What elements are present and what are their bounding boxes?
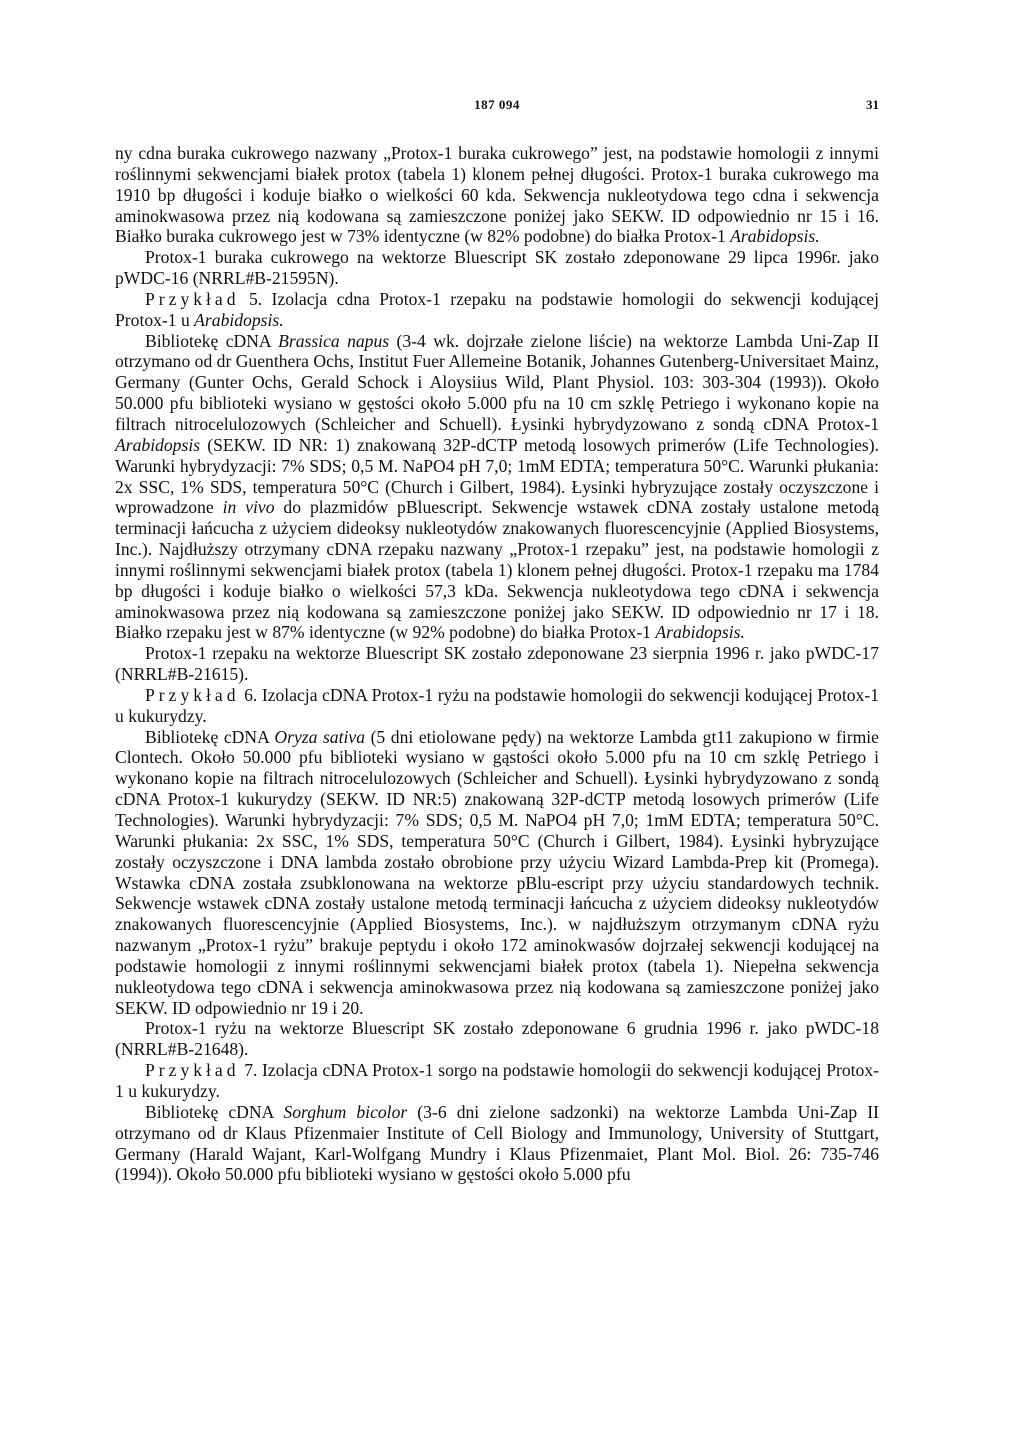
italic-text: Arabidopsis.	[194, 309, 284, 330]
paragraph	[115, 1102, 879, 1185]
paragraph	[115, 143, 879, 247]
example-label: Przykład	[145, 1060, 240, 1081]
text-run: ny cdna buraka cukrowego nazwany „Protox-1 buraka cukrowego” jest, na podstawie homologii z innymi roślinnymi sekwencjami białek protox (tabela 1) klonem pełnej długości. Protox-1 buraka cukrowego ma 1910 bp długości i koduje białko o wielkości 60 kda. Sekwencja nukleotydowa tego cdna i sekwencja aminokwasowa przez nią kodowana są zamieszczone poniżej jako SEKW. ID odpowiednio nr 15 i 16. Białko buraka cukrowego jest w 73% identyczne (w 82% podobne) do białka Protox-1	[115, 143, 879, 247]
italic-text: Arabidopsis	[115, 434, 201, 455]
text-run: Protox-1 rzepaku na wektorze Bluescript SK zostało zdeponowane 23 sierpnia 1996 r. jako pWDC-17 (NRRL#B-21615).	[115, 643, 879, 685]
paragraph	[115, 1018, 879, 1060]
text-run: (5 dni etiolowane pędy) na wektorze Lambda gt11 zakupiono w firmie Clontech. Około 50.000 pfu biblioteki wysiano w gąstości około 5.000 pfu na 10 cm szklę Petriego i wykonano kopie na filtrach nitrocelulozowych (Schleicher and Schuell). Łysinki hybrydyzowano z sondą cDNA Protox-1 kukurydzy (SEKW. ID NR:5) znakowaną 32P-dCTP metodą losowych primerów (Life Technologies). Warunki hybrydyzacji: 7% SDS; 0,5 M. NaPO4 pH 7,0; 1mM EDTA; temperatura 50°C. Warunki płukania: 2x SSC, 1% SDS, temperatura 50°C (Church i Gilbert, 1984). Łysinki hybryzujące zostały oczyszczone i DNA lambda zostało obrobione przy użyciu Wizard Lambda-Prep kit (Promega). Wstawka cDNA została zsubklonowana na wektorze pBlu-escript przy użyciu standardowych technik. Sekwencje wstawek cDNA zostały ustalone metodą terminacji łańcucha z użyciem dideoksy nukleotydów znakowanych fluorescencyjnie (Applied Biosystems, Inc.). w najdłuższym otrzymanym cDNA ryżu nazwanym „Protox-1 ryżu” brakuje peptydu i około 172 aminokwasów dojrzałej sekwencji kodującej na podstawie homologii z innymi roślinnymi sekwencjami białek protox (tabela 1). Niepełna sekwencja nukleotydowa tego cDNA i sekwencja aminokwasowa przez nią kodowana są zamieszczone poniżej jako SEKW. ID odpowiednio nr 19 i 20.	[115, 726, 879, 1018]
page-header	[115, 97, 879, 117]
body-text	[115, 143, 879, 1185]
paragraph	[115, 331, 879, 644]
text-run: Bibliotekę cDNA	[145, 1101, 284, 1122]
paragraph	[115, 289, 879, 331]
document-number: 187 094	[474, 97, 520, 112]
page-number: 31	[866, 97, 879, 112]
paragraph	[115, 247, 879, 289]
text-run: 6. Izolacja cDNA Protox-1 ryżu na podstawie homologii do sekwencji kodującej Protox-1 u kukurydzy.	[115, 684, 879, 726]
example-label: Przykład	[145, 288, 240, 309]
paragraph	[115, 1060, 879, 1102]
italic-text: Sorghum bicolor	[283, 1101, 408, 1122]
text-run: Bibliotekę cDNA	[145, 330, 279, 351]
paragraph	[115, 643, 879, 685]
example-label: Przykład	[145, 684, 240, 705]
paragraph	[115, 727, 879, 1019]
italic-text: Brassica napus	[278, 330, 390, 351]
text-run: do plazmidów pBluescript. Sekwencje wstawek cDNA zostały ustalone metodą terminacji łańcucha z użyciem dideoksy nukleotydów znakowanych fluorescencyjnie (Applied Biosystems, Inc.). Najdłuższy otrzymany cDNA rzepaku nazwany „Protox-1 rzepaku” jest, na podstawie homologii z innymi roślinnymi sekwencjami białek protox (tabela 1) klonem pełnej długości. Protox-1 rzepaku ma 1784 bp długości i koduje białko o wielkości 57,3 kDa. Sekwencja nukleotydowa tego cDNA i sekwencja aminokwasowa przez nią kodowana są zamieszczone poniżej jako SEKW. ID odpowiednio nr 17 i 18. Białko rzepaku jest w 87% identyczne (w 92% podobne) do białka Protox-1	[115, 497, 879, 643]
italic-text: Arabidopsis.	[655, 622, 745, 643]
italic-text: in vivo	[222, 497, 275, 518]
text-run: (3-4 wk. dojrzałe zielone liście) na wektorze Lambda Uni-Zap II otrzymano od dr Guenthera Ochs, Institut Fuer Allemeine Botanik, Johannes Gutenberg-Universitaet Mainz, Germany (Gunter Ochs, Gerald Schock i Aloysiius Wild, Plant Physiol. 103: 303-304 (1993)). Około 50.000 pfu biblioteki wysiano w gęstości około 5.000 pfu na 10 cm szklę Petriego i wykonano kopie na filtrach nitrocelulozowych (Schleicher and Schuell). Łysinki hybrydyzowano z sondą cDNA Protox-1	[115, 330, 879, 434]
italic-text: Oryza sativa	[274, 726, 365, 747]
text-run: 5. Izolacja cdna Protox-1 rzepaku na podstawie homologii do sekwencji kodującej Protox-1 u	[115, 288, 879, 330]
text-run: (SEKW. ID NR: 1) znakowaną 32P-dCTP metodą losowych primerów (Life Technologies). Warunki hybrydyzacji: 7% SDS; 0,5 M. NaPO4 pH 7,0; 1mM EDTA; temperatura 50°C. Warunki płukania: 2x SSC, 1% SDS, temperatura 50°C (Church i Gilbert, 1984). Łysinki hybryzujące zostały oczyszczone i wprowadzone	[115, 434, 879, 518]
text-run: Protox-1 buraka cukrowego na wektorze Bluescript SK zostało zdeponowane 29 lipca 1996r. jako pWDC-16 (NRRL#B-21595N).	[115, 247, 879, 289]
text-run: Protox-1 ryżu na wektorze Bluescript SK zostało zdeponowane 6 grudnia 1996 r. jako pWDC-18 (NRRL#B-21648).	[115, 1018, 879, 1060]
paragraph	[115, 685, 879, 727]
text-run: (3-6 dni zielone sadzonki) na wektorze Lambda Uni-Zap II otrzymano od dr Klaus Pfizenmaier Institute of Cell Biology and Immunology, University of Stuttgart, Germany (Harald Wajant, Karl-Wolfgang Mundry i Klaus Pfizenmaiet, Plant Mol. Biol. 26: 735-746 (1994)). Około 50.000 pfu biblioteki wysiano w gęstości około 5.000 pfu	[115, 1101, 879, 1185]
italic-text: Arabidopsis.	[730, 226, 820, 247]
text-run: 7. Izolacja cDNA Protox-1 sorgo na podstawie homologii do sekwencji kodującej Protox-1 u kukurydzy.	[115, 1060, 879, 1101]
text-run: Bibliotekę cDNA	[145, 726, 275, 747]
